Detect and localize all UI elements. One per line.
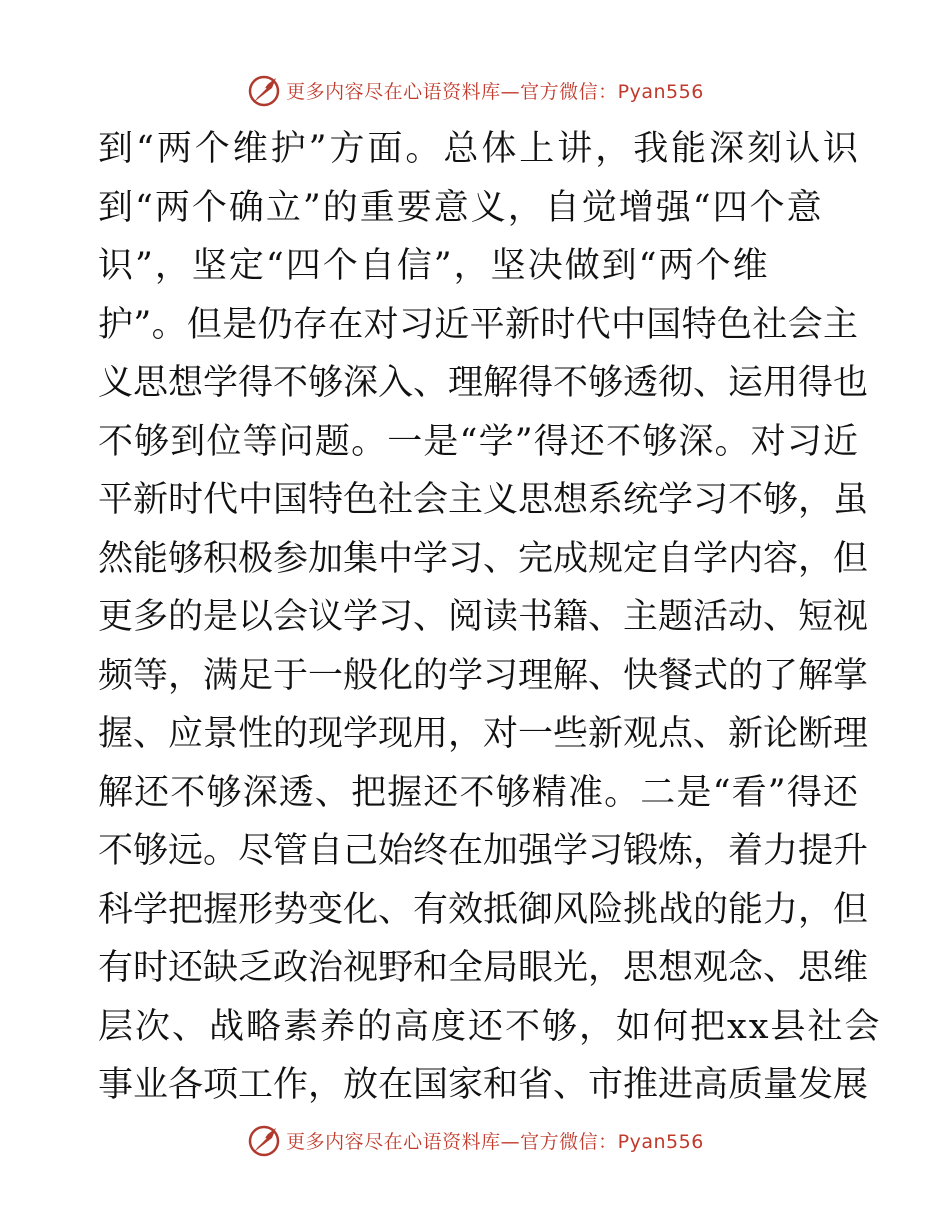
text-line: 然能够积极参加集中学习、完成规定自学内容，但 [98, 538, 869, 579]
text-line: 不够远。尽管自己始终在加强学习锻炼，着力提升 [98, 831, 869, 871]
text-line: 解还不够深透、把握还不够精准。二是“看”得还 [98, 772, 858, 813]
text-line: 护”。但是仍存在对习近平新时代中国特色社会主 [98, 304, 858, 345]
text-line: 频等，满足于一般化的学习理解、快餐式的了解掌 [98, 655, 869, 696]
header-watermark [0, 70, 950, 110]
text-line: 层次、战略素养的高度还不够，如何把xx县社会 [98, 1006, 882, 1047]
text-line: 科学把握形势变化、有效抵御风险挑战的能力，但 [98, 889, 869, 930]
text-line: 不够到位等问题。一是“学”得还不够深。对习近 [98, 421, 858, 462]
text-line: 识”，坚定“四个自信”，坚决做到“两个维 [98, 246, 770, 286]
text-line: 义思想学得不够深入、理解得不够透彻、运用得也 [98, 363, 869, 403]
text-line: 到“两个确立”的重要意义，自觉增强“四个意 [98, 187, 824, 228]
text-line: 更多的是以会议学习、阅读书籍、主题活动、短视 [98, 597, 869, 637]
text-line: 有时还缺乏政治视野和全局眼光，思想观念、思维 [98, 948, 869, 988]
document-body [98, 120, 882, 1115]
text-line: 到“两个维护”方面。总体上讲，我能深刻认识 [98, 129, 858, 169]
footer-watermark [0, 1120, 950, 1160]
watermark-text: 更多内容尽在心语资料库—官方微信：Pyan556 [286, 80, 704, 103]
text-line: 平新时代中国特色社会主义思想系统学习不够，虽 [98, 480, 869, 520]
quill-pen-logo-icon [246, 1122, 282, 1158]
quill-pen-logo-icon [246, 72, 282, 108]
text-line: 握、应景性的现学现用，对一些新观点、新论断理 [98, 714, 869, 754]
watermark-text: 更多内容尽在心语资料库—官方微信：Pyan556 [286, 1130, 704, 1153]
text-line: 事业各项工作，放在国家和省、市推进高质量发展 [98, 1065, 869, 1105]
